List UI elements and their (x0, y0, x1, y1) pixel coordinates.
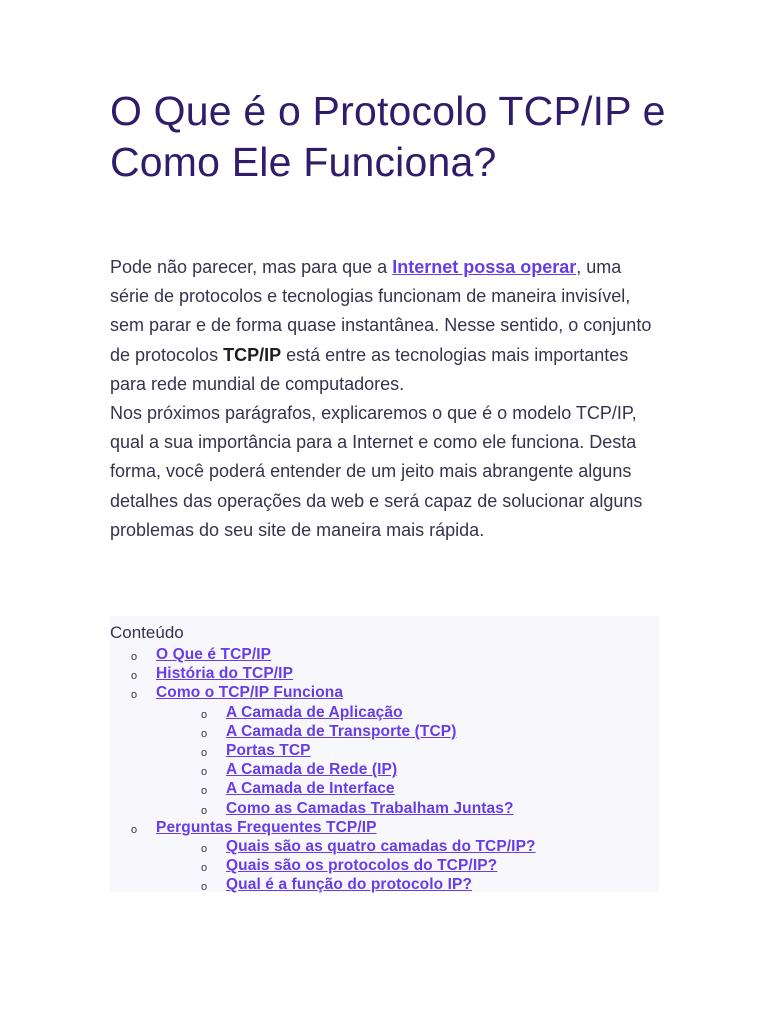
toc-item (201, 875, 472, 894)
toc-link-label: História do TCP/IP (156, 665, 294, 683)
toc-item (131, 645, 271, 664)
toc-item (131, 818, 377, 837)
toc-bullet-icon: o (131, 651, 138, 663)
toc-link[interactable] (212, 876, 472, 893)
toc-link-label: Qual é a função do protocolo IP? (226, 876, 473, 894)
toc-link[interactable] (142, 684, 343, 701)
toc-link-label: Quais são os protocolos do TCP/IP? (226, 857, 498, 875)
toc-link[interactable] (212, 723, 456, 740)
toc-item (131, 683, 343, 702)
toc-link[interactable] (212, 742, 311, 759)
toc-item (201, 722, 456, 741)
toc-link[interactable] (142, 819, 377, 836)
intro-paragraph (110, 253, 660, 399)
toc-item (201, 703, 403, 722)
toc-item (131, 664, 293, 683)
toc-link-label: A Camada de Rede (IP) (226, 761, 398, 779)
toc-item (201, 760, 397, 779)
intro-text-start: Pode não parecer, mas para que a (110, 257, 393, 277)
toc-link-label: Como as Camadas Trabalham Juntas? (226, 799, 514, 817)
toc-item (201, 741, 311, 760)
toc-link[interactable] (212, 838, 536, 855)
toc-bullet-icon: o (201, 862, 208, 875)
intro-text-end: está entre as tecnologias mais importantes para rede mundial de computadores. (110, 344, 629, 394)
toc-bullet-icon: o (131, 823, 138, 836)
toc-bullet-icon: o (201, 843, 208, 855)
toc-link-label: Portas TCP (226, 742, 311, 759)
toc-bullet-icon: o (131, 689, 138, 702)
toc-bullet-icon: o (201, 727, 208, 740)
table-of-contents (110, 616, 659, 892)
toc-bullet-icon: o (201, 766, 208, 779)
page-title: O Que é o Protocolo TCP/IP e Como Ele Funciona? (110, 88, 666, 185)
tcpip-bold-term: TCP/IP (223, 344, 282, 365)
toc-item (201, 779, 395, 798)
toc-link-label: A Camada de Transporte (TCP) (226, 722, 457, 740)
toc-link[interactable] (212, 857, 497, 874)
toc-bullet-icon: o (131, 670, 138, 683)
internet-link[interactable]: Internet possa operar (392, 257, 577, 277)
toc-item (201, 799, 514, 818)
toc-link-label: A Camada de Interface (226, 780, 395, 798)
toc-item (201, 856, 497, 875)
toc-title: Conteúdo (110, 623, 184, 642)
toc-link-label: A Camada de Aplicação (226, 703, 403, 721)
toc-link[interactable] (142, 665, 293, 682)
toc-link[interactable] (212, 761, 397, 778)
toc-link[interactable] (212, 704, 403, 721)
toc-link[interactable] (212, 780, 395, 797)
toc-bullet-icon: o (201, 747, 208, 759)
toc-bullet-icon: o (201, 708, 208, 721)
article-body (110, 253, 660, 545)
toc-bullet-icon: o (201, 804, 208, 817)
toc-link-label: Perguntas Frequentes TCP/IP (156, 818, 377, 836)
toc-link-label: O Que é TCP/IP (156, 646, 272, 663)
toc-bullet-icon: o (201, 785, 208, 798)
toc-item (201, 837, 536, 856)
toc-bullet-icon: o (201, 881, 208, 894)
second-paragraph: Nos próximos parágrafos, explicaremos o que é o modelo TCP/IP, qual a sua importância para a Internet e como ele funciona. Desta forma, você poderá entender de um jeito mais abrangente alguns detalhes das operações da web e será capaz de solucionar alguns problemas do seu site de maneira mais rápida. (110, 403, 643, 540)
toc-link-label: Quais são as quatro camadas do TCP/IP? (226, 838, 536, 855)
toc-link[interactable] (142, 646, 271, 663)
intro-text-middle: , uma série de protocolos e tecnologias funcionam de maneira invisível, sem parar e de forma quase instantânea. Nesse sentido, o conjunto de protocolos (110, 257, 652, 365)
toc-link[interactable] (212, 800, 514, 817)
toc-link-label: Como o TCP/IP Funciona (156, 684, 344, 702)
